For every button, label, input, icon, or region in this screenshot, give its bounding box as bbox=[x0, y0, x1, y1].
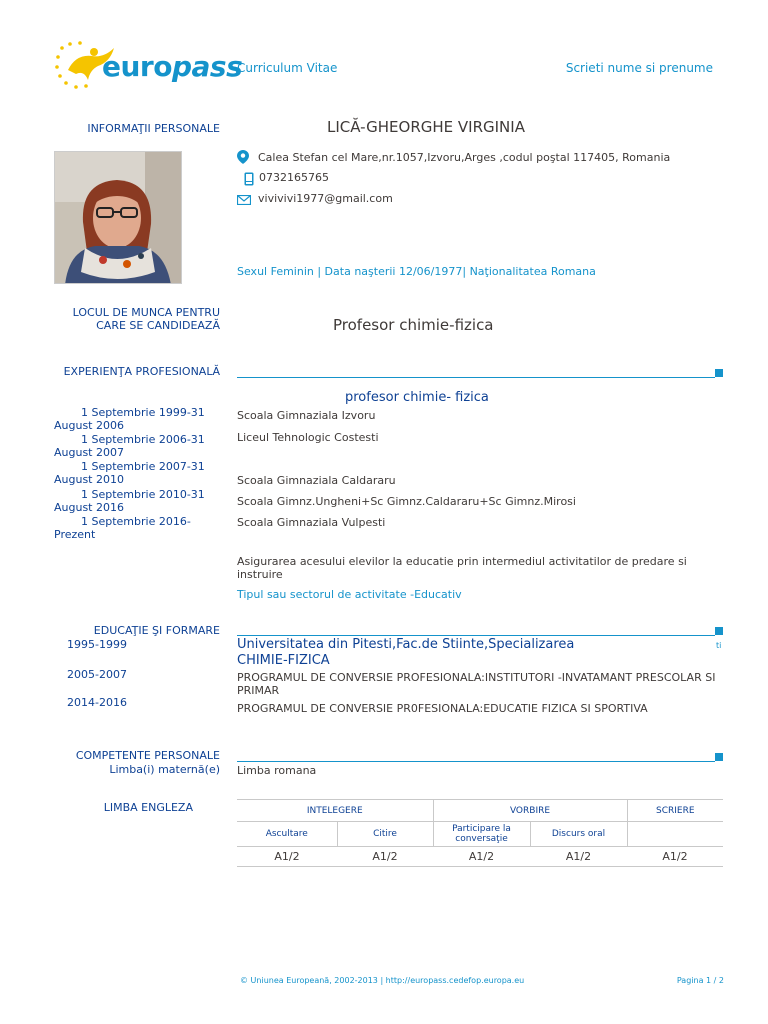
foreign-language-label: LIMBA ENGLEZA bbox=[103, 801, 193, 814]
employer-1: Scoala Gimnaziala Izvoru bbox=[237, 409, 376, 422]
value-production: A1/2 bbox=[530, 847, 627, 867]
doc-type: Curriculum Vitae bbox=[237, 61, 338, 75]
education-period-1: 1995-1999 bbox=[67, 638, 127, 651]
value-reading: A1/2 bbox=[337, 847, 433, 867]
experience-sector: Tipul sau sectorul de activitate -Educativ bbox=[237, 588, 462, 601]
email-text: vivivivi1977@gmail.com bbox=[258, 192, 393, 205]
education-period-2: 2005-2007 bbox=[67, 668, 127, 681]
mother-tongue-label: Limba(i) maternă(e) bbox=[109, 763, 220, 776]
education-side-mark: ti bbox=[716, 641, 722, 650]
group-writing: SCRIERE bbox=[627, 800, 723, 822]
job-label-line2: CARE SE CANDIDEAZĂ bbox=[96, 319, 220, 332]
education-label: EDUCAŢIE ŞI FORMARE bbox=[93, 624, 220, 637]
logo-pass-text: pass bbox=[171, 50, 243, 83]
profile-photo bbox=[54, 151, 182, 284]
personal-info-label: INFORMAŢII PERSONALE bbox=[87, 122, 220, 135]
job-label-line1: LOCUL DE MUNCA PENTRU bbox=[72, 306, 220, 319]
group-understanding: INTELEGERE bbox=[237, 800, 433, 822]
table-row bbox=[237, 847, 723, 867]
email-icon bbox=[237, 195, 251, 205]
address-text: Calea Stefan cel Mare,nr.1057,Izvoru,Arges ,codul poştal 117405, Romania bbox=[258, 151, 671, 164]
education-title-1-line1: Universitatea din Pitesti,Fac.de Stiinte,Specializarea bbox=[237, 637, 575, 652]
subheader-reading: Citire bbox=[337, 822, 433, 847]
subheader-listening: Ascultare bbox=[237, 822, 337, 847]
employer-4: Scoala Gimnz.Ungheni+Sc Gimnz.Caldararu+Sc Gimnz.Mirosi bbox=[237, 495, 576, 508]
job-title: Profesor chimie-fizica bbox=[333, 316, 494, 334]
group-speaking: VORBIRE bbox=[433, 800, 627, 822]
period-4: 1 Septembrie 2010-31 August 2016 bbox=[54, 488, 205, 514]
experience-divider bbox=[237, 377, 715, 378]
name-placeholder: Scrieti nume si prenume bbox=[565, 61, 713, 75]
experience-label: EXPERIENŢA PROFESIONALĂ bbox=[63, 365, 220, 378]
value-writing: A1/2 bbox=[627, 847, 723, 867]
employer-5: Scoala Gimnaziala Vulpesti bbox=[237, 516, 386, 529]
footer-copyright: © Uniunea Europeană, 2002-2013 | http://europass.cedefop.europa.eu bbox=[240, 976, 525, 985]
location-icon bbox=[237, 150, 249, 164]
education-divider-square bbox=[715, 627, 723, 635]
employer-3: Scoala Gimnaziala Caldararu bbox=[237, 474, 396, 487]
period-3: 1 Septembrie 2007-31 August 2010 bbox=[54, 460, 205, 486]
period-2: 1 Septembrie 2006-31 August 2007 bbox=[54, 433, 205, 459]
logo-euro-text: euro bbox=[102, 50, 172, 83]
period-1: 1 Septembrie 1999-31 August 2006 bbox=[54, 406, 205, 432]
period-5: 1 Septembrie 2016- Prezent bbox=[54, 515, 191, 541]
education-title-2-line2: PRIMAR bbox=[237, 684, 280, 697]
skills-divider-square bbox=[715, 753, 723, 761]
subheader-production: Discurs oral bbox=[530, 822, 627, 847]
experience-role: profesor chimie- fizica bbox=[345, 390, 489, 405]
education-title-2-line1: PROGRAMUL DE CONVERSIE PROFESIONALA:INSTITUTORI -INVATAMANT PRESCOLAR SI bbox=[237, 671, 716, 684]
subheader-writing bbox=[627, 822, 723, 847]
value-listening: A1/2 bbox=[237, 847, 337, 867]
experience-description-line2: instruire bbox=[237, 568, 283, 581]
table-subheaders bbox=[237, 822, 723, 847]
europass-logo bbox=[54, 40, 243, 90]
footer-page: Pagina 1 / 2 bbox=[676, 976, 724, 985]
language-skills-table bbox=[237, 799, 723, 867]
value-interaction: A1/2 bbox=[433, 847, 530, 867]
experience-divider-square bbox=[715, 369, 723, 377]
education-period-3: 2014-2016 bbox=[67, 696, 127, 709]
phone-icon bbox=[244, 172, 254, 186]
education-title-1-line2: CHIMIE-FIZICA bbox=[237, 653, 330, 668]
table-header-groups bbox=[237, 800, 723, 822]
skills-divider bbox=[237, 761, 715, 762]
education-title-3-line1: PROGRAMUL DE CONVERSIE PR0FESIONALA:EDUCATIE FIZICA SI SPORTIVA bbox=[237, 702, 648, 715]
skills-label: COMPETENTE PERSONALE bbox=[75, 749, 220, 762]
subheader-interaction: Participare la conversaţie bbox=[433, 822, 530, 847]
experience-description-line1: Asigurarea acesului elevilor la educatie prin intermediul activitatilor de predare si bbox=[237, 555, 687, 568]
personal-details: Sexul Feminin | Data naşterii 12/06/1977| Naţionalitatea Romana bbox=[237, 265, 596, 278]
full-name: LICĂ-GHEORGHE VIRGINIA bbox=[327, 118, 525, 136]
mother-tongue: Limba romana bbox=[237, 764, 317, 777]
education-divider bbox=[237, 635, 715, 636]
employer-2: Liceul Tehnologic Costesti bbox=[237, 431, 379, 444]
phone-text: 0732165765 bbox=[259, 171, 329, 184]
